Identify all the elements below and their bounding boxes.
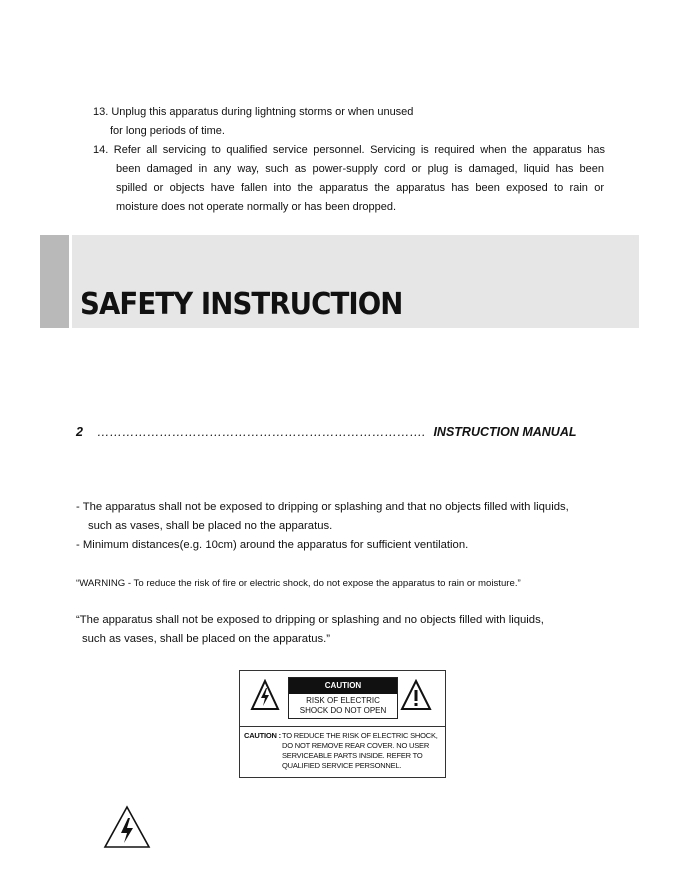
- caution-body-line3: SERVICEABLE PARTS INSIDE. REFER TO: [282, 751, 423, 760]
- caution-header-box: [288, 677, 398, 719]
- list-item-13-line1: 13. Unplug this apparatus during lightning storms or when unused: [93, 106, 414, 118]
- exclamation-warning-icon: [400, 679, 432, 711]
- caution-subtext: [289, 696, 397, 716]
- caution-subtext-line2: SHOCK DO NOT OPEN: [299, 706, 387, 715]
- caution-body-line1: TO REDUCE THE RISK OF ELECTRIC SHOCK,: [282, 731, 438, 740]
- caution-subtext-line1: RISK OF ELECTRIC: [306, 696, 380, 705]
- list-item-13-line2: for long periods of time.: [110, 125, 225, 137]
- section-banner: [72, 235, 639, 328]
- note-line-2: such as vases, shall be placed no the apparatus.: [88, 520, 333, 532]
- list-item-14-line1: 14. Refer all servicing to qualified service personnel. Servicing is required when the apparatus has: [93, 144, 605, 156]
- lightning-warning-icon: [250, 679, 280, 711]
- warning-text: “WARNING - To reduce the risk of fire or electric shock, do not expose the apparatus to rain or moisture.”: [76, 578, 521, 589]
- caution-body-line2: DO NOT REMOVE REAR COVER. NO USER: [282, 741, 430, 750]
- caution-body: [244, 731, 438, 770]
- caution-word: CAUTION :: [244, 731, 281, 740]
- page-footer: [76, 425, 576, 439]
- lightning-warning-icon: [103, 805, 151, 849]
- list-item-14-line4: moisture does not operate normally or has been dropped.: [116, 201, 397, 213]
- manual-title: INSTRUCTION MANUAL: [433, 425, 577, 439]
- list-item-14-line3: spilled or objects have fallen into the apparatus the apparatus has been exposed to rain or: [116, 182, 604, 194]
- caution-label-top: [240, 671, 445, 727]
- note-line-1: - The apparatus shall not be exposed to dripping or splashing and that no objects filled with liquids,: [76, 501, 569, 513]
- page-number: 2: [76, 425, 83, 439]
- quote-line-2: such as vases, shall be placed on the apparatus.”: [82, 633, 331, 645]
- caution-body-line4: QUALIFIED SERVICE PERSONNEL.: [282, 761, 402, 770]
- caution-body-text: [282, 731, 438, 771]
- caution-label: [239, 670, 446, 778]
- note-line-3: - Minimum distances(e.g. 10cm) around the apparatus for sufficient ventilation.: [76, 539, 469, 551]
- section-title: SAFETY INSTRUCTION: [80, 287, 403, 322]
- footer-leader-dots: …………………………………………………………………….: [96, 425, 426, 439]
- list-item-14-line2: been damaged in any way, such as power-supply cord or plug is damaged, liquid has been: [116, 163, 604, 175]
- quote-line-1: “The apparatus shall not be exposed to dripping or splashing and no objects filled with liquids,: [76, 614, 544, 626]
- caution-header: CAUTION: [289, 678, 397, 694]
- banner-side-bar: [40, 235, 69, 328]
